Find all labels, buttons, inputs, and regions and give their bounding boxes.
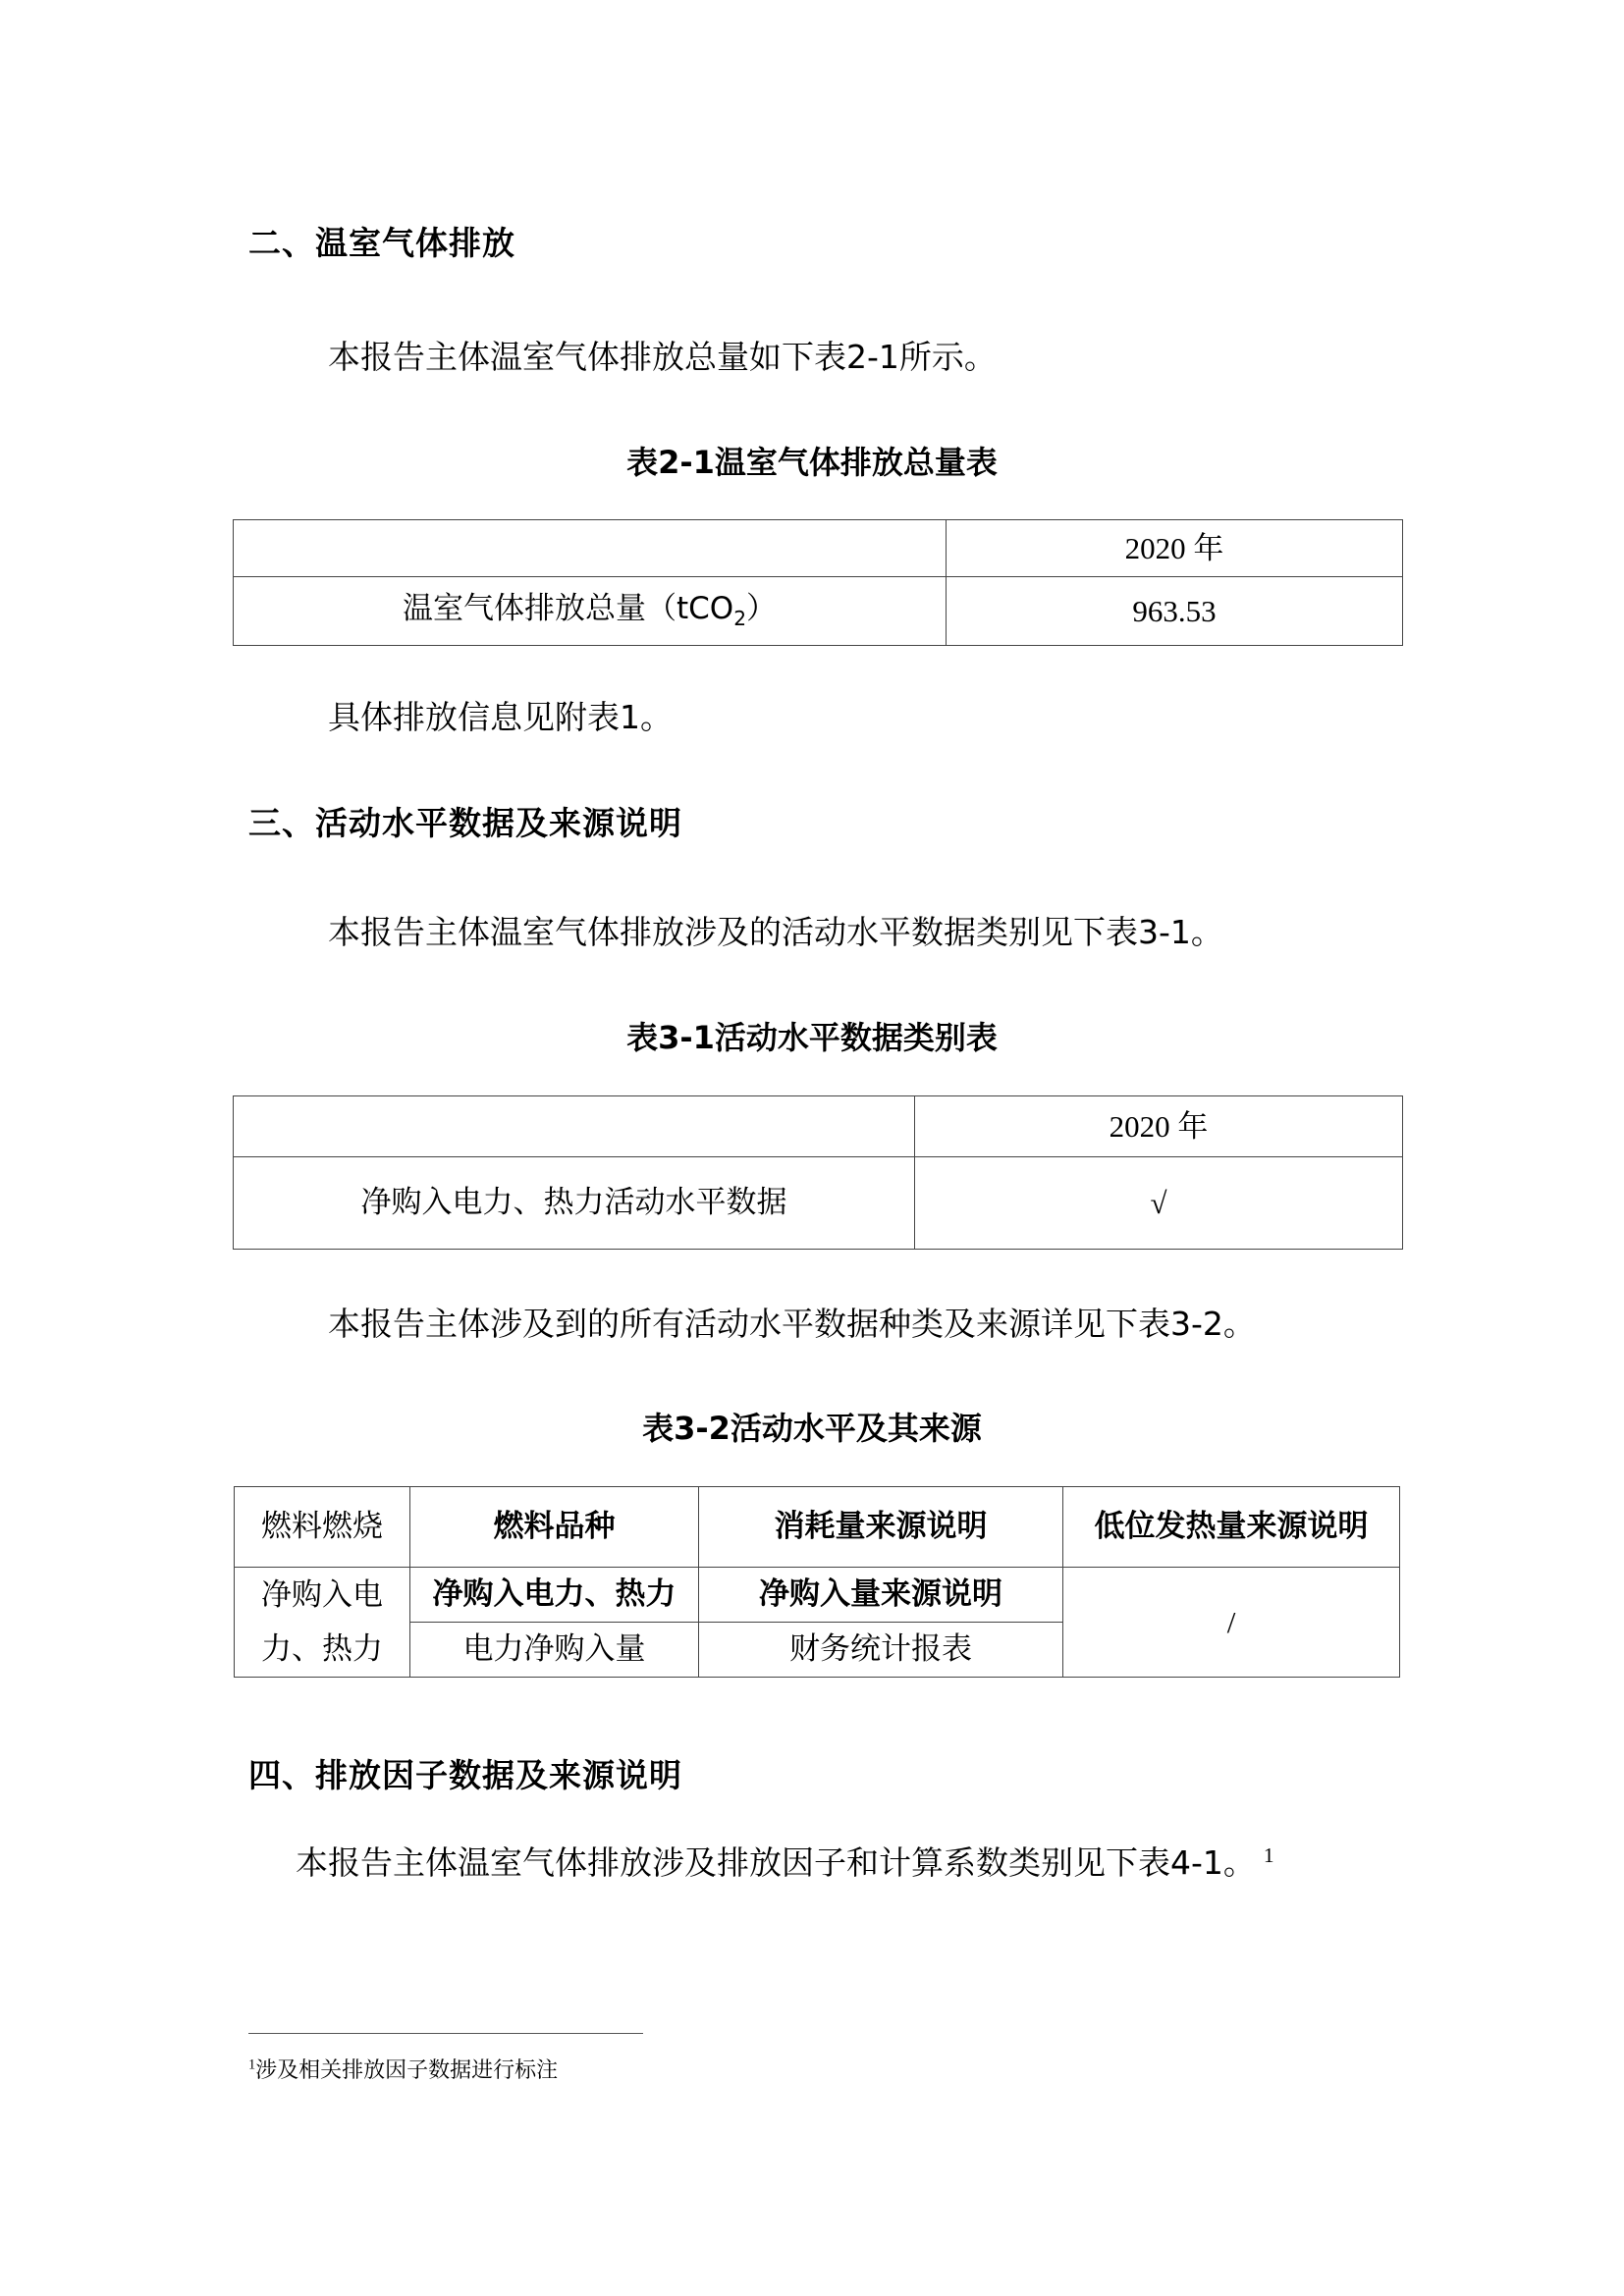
table-2-1-row-value: 963.53 xyxy=(947,577,1403,646)
table-3-2-caption: 表3-2活动水平及其来源 xyxy=(642,1410,982,1447)
table-3-1-year-header: 2020 年 xyxy=(915,1096,1403,1157)
footnote xyxy=(248,2054,558,2084)
section-heading-3: 三、活动水平数据及来源说明 xyxy=(248,804,682,842)
table-3-2-cell-fuel: 电力净购入量 xyxy=(410,1623,699,1678)
table-3-2-header-heat-value-source: 低位发热量来源说明 xyxy=(1063,1487,1400,1568)
table-3-1 xyxy=(233,1095,1403,1250)
table-3-2-heat-value-cell: / xyxy=(1063,1568,1400,1678)
table-3-2-header-category: 燃料燃烧 xyxy=(235,1487,410,1568)
footnote-reference[interactable]: 1 xyxy=(1263,1843,1274,1867)
table-2-1-year-header: 2020 年 xyxy=(947,520,1403,577)
section-heading-4: 四、排放因子数据及来源说明 xyxy=(248,1756,682,1794)
table-2-1-empty-header xyxy=(234,520,947,577)
table-3-1-row-label: 净购入电力、热力活动水平数据 xyxy=(234,1157,915,1250)
table-3-2 xyxy=(234,1486,1400,1678)
table-2-1-row-label: 温室气体排放总量（tCO$_2$） xyxy=(234,577,947,646)
section-heading-2: 二、温室气体排放 xyxy=(248,224,515,262)
section-2-note: 具体排放信息见附表1。 xyxy=(328,698,673,736)
table-3-2-sub-header-fuel: 净购入电力、热力 xyxy=(410,1568,699,1623)
table-3-2-cell-source: 财务统计报表 xyxy=(699,1623,1063,1678)
section-3-intro-2: 本报告主体涉及到的所有活动水平数据种类及来源详见下表3-2。 xyxy=(328,1305,1256,1343)
section-4-intro: 本报告主体温室气体排放涉及排放因子和计算系数类别见下表4-1。 $^1$ xyxy=(296,1843,1274,1882)
footnote-text: 涉及相关排放因子数据进行标注 xyxy=(255,2058,559,2083)
footnote-mark: 1 xyxy=(248,2056,256,2073)
table-2-1 xyxy=(233,519,1403,646)
footnote-divider xyxy=(248,2033,643,2034)
section-2-intro: 本报告主体温室气体排放总量如下表2-1所示。 xyxy=(328,338,997,376)
table-3-2-sub-header-source: 净购入量来源说明 xyxy=(699,1568,1063,1623)
table-2-1-caption: 表2-1温室气体排放总量表 xyxy=(626,444,998,481)
table-3-1-row-value: √ xyxy=(915,1157,1403,1250)
table-3-2-row-group: 净购入电 力、热力 xyxy=(235,1568,410,1678)
table-3-2-header-consumption-source: 消耗量来源说明 xyxy=(699,1487,1063,1568)
section-3-intro: 本报告主体温室气体排放涉及的活动水平数据类别见下表3-1。 xyxy=(328,913,1223,951)
table-3-1-caption: 表3-1活动水平数据类别表 xyxy=(626,1019,998,1056)
table-3-2-header-fuel: 燃料品种 xyxy=(410,1487,699,1568)
table-3-1-empty-header xyxy=(234,1096,915,1157)
